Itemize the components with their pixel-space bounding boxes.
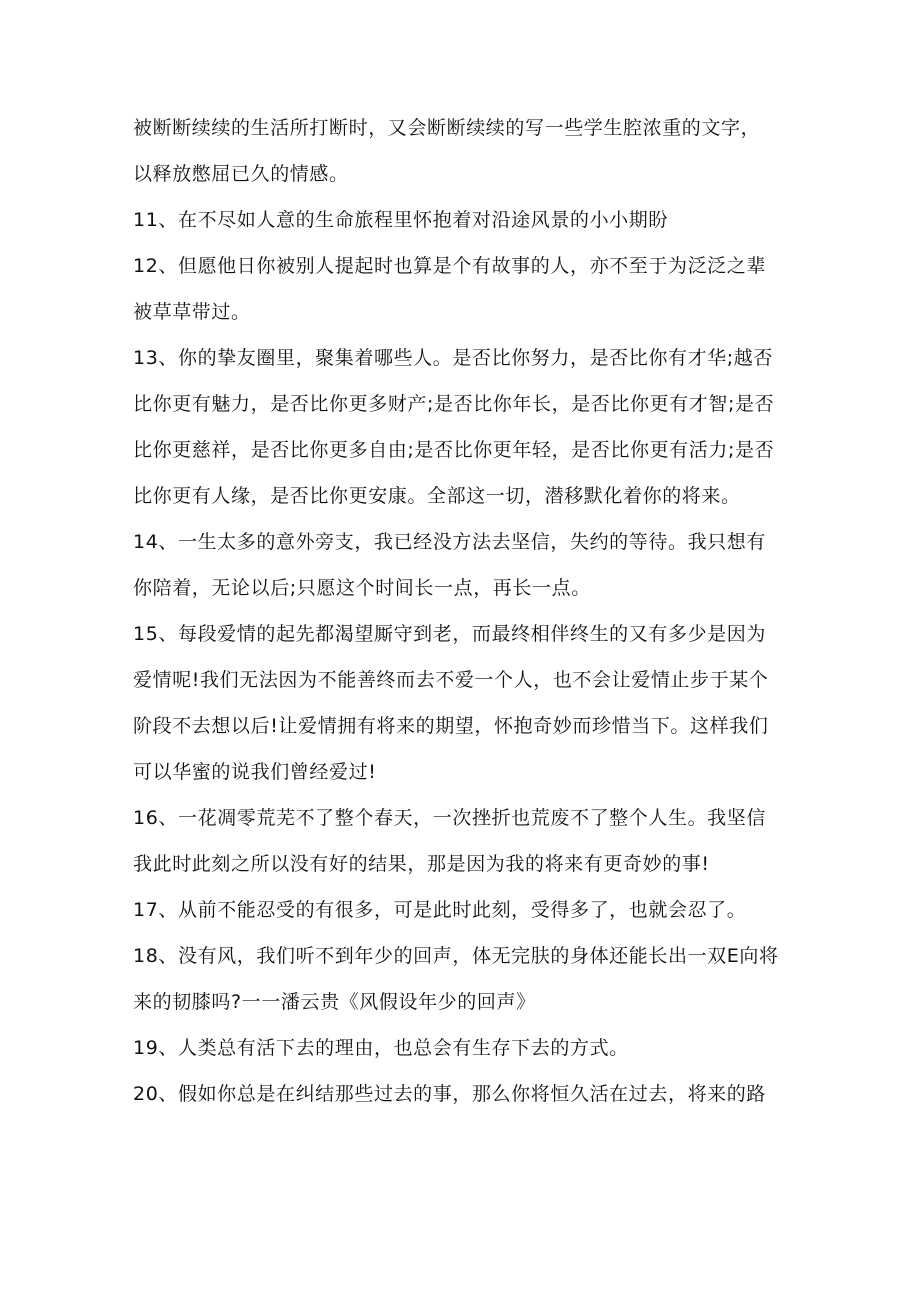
text-line: 12、但愿他日你被别人提起时也算是个有故事的人，亦不至于为泛泛之辈 bbox=[133, 255, 766, 277]
text-line: 20、假如你总是在纠结那些过去的事，那么你将恒久活在过去，将来的路 bbox=[133, 1083, 766, 1105]
text-line: 14、一生太多的意外旁支，我已经没方法去坚信，失约的等待。我只想有 bbox=[133, 531, 766, 553]
text-line: 阶段不去想以后!让爱情拥有将来的期望，怀抱奇妙而珍惜当下。这样我们 bbox=[133, 715, 769, 737]
text-line: 我此时此刻之所以没有好的结果，那是因为我的将来有更奇妙的事! bbox=[133, 853, 710, 875]
text-line: 以释放憋屈已久的情感。 bbox=[133, 163, 349, 185]
text-line: 被草草带过。 bbox=[133, 301, 251, 323]
text-line: 来的韧膝吗?一一潘云贵《风假设年少的回声》 bbox=[133, 991, 536, 1013]
text-line: 11、在不尽如人意的生命旅程里怀抱着对沿途风景的小小期盼 bbox=[133, 209, 668, 231]
text-line: 19、人类总有活下去的理由，也总会有生存下去的方式。 bbox=[133, 1037, 629, 1059]
text-line: 比你更有魅力，是否比你更多财产;是否比你年长，是否比你更有才智;是否 bbox=[133, 393, 775, 415]
text-line: 13、你的挚友圈里，聚集着哪些人。是否比你努力，是否比你有才华;越否 bbox=[133, 347, 773, 369]
text-line: 你陪着，无论以后;只愿这个时间长一点，再长一点。 bbox=[133, 577, 591, 599]
text-line: 可以华蜜的说我们曾经爱过! bbox=[133, 761, 377, 783]
document-body bbox=[133, 112, 793, 1111]
text-line: 比你更有人缘，是否比你更安康。全部这一切，潜移默化着你的将来。 bbox=[133, 485, 741, 507]
text-line: 18、没有风，我们听不到年少的回声，体无完肤的身体还能长出一双E向将 bbox=[133, 945, 779, 967]
text-line: 17、从前不能忍受的有很多，可是此时此刻，受得多了，也就会忍了。 bbox=[133, 899, 747, 921]
text-line: 16、一花凋零荒芜不了整个春天，一次挫折也荒废不了整个人生。我坚信 bbox=[133, 807, 766, 829]
text-line: 15、每段爱情的起先都渴望厮守到老，而最终相伴终生的又有多少是因为 bbox=[133, 623, 766, 645]
text-line: 爱情呢!我们无法因为不能善终而去不爱一个人，也不会让爱情止步于某个 bbox=[133, 669, 769, 691]
text-line: 比你更慈祥，是否比你更多自由;是否比你更年轻，是否比你更有活力;是否 bbox=[133, 439, 775, 461]
text-line: 被断断续续的生活所打断时，又会断断续续的写一些学生腔浓重的文字， bbox=[133, 117, 761, 139]
